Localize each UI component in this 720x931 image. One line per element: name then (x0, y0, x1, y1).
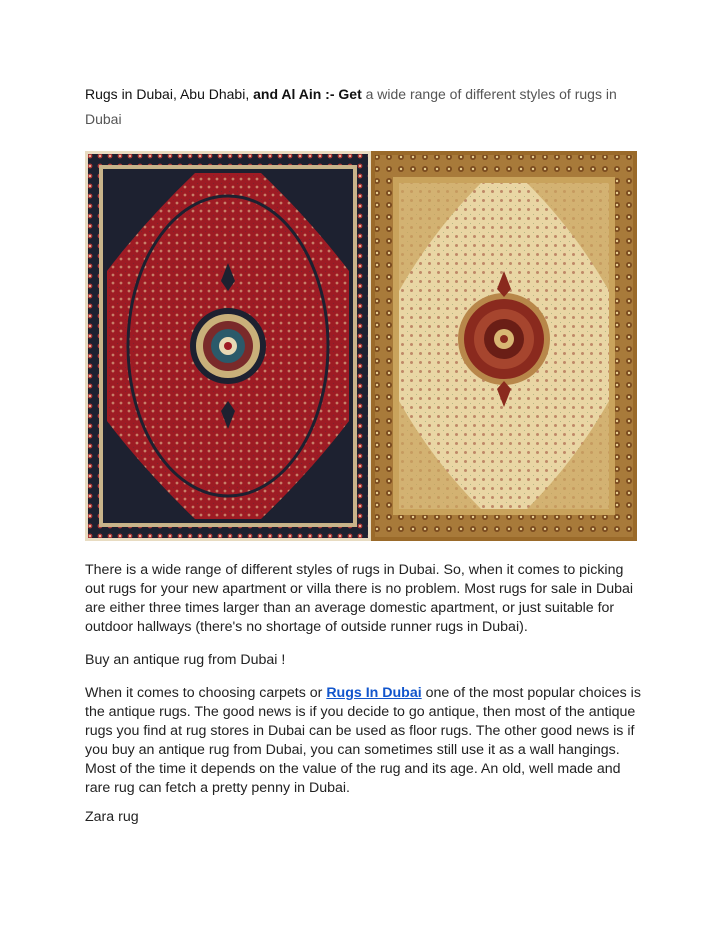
red-rug-image (85, 151, 371, 541)
intro-part4: Dubai (85, 111, 122, 127)
paragraph-3-after-link: one of the most popular choices is the antique rugs. The good news is if you decide to go antique, then most of the antique rugs you find at rug stores in Dubai can be used as floor rugs. The other good news is if you buy an antique rug from Dubai, you can sometimes still use it as a wall hangings. Most of the time it depends on the value of the rug and its age. An old, well made and rare rug can fetch a pretty penny in Dubai. (85, 685, 641, 796)
paragraph-2: Buy an antique rug from Dubai ! (85, 652, 286, 668)
intro-heading (85, 82, 645, 132)
paragraph-1: There is a wide range of different styles of rugs in Dubai. So, when it comes to picking out rugs for your new apartment or villa there is no problem. Most rugs for sale in Dubai are either three times larger than an average domestic apartment, or just suitable for outdoor hallways (there's no shortage of outside runner rugs in Dubai). (85, 562, 634, 635)
rugs-in-dubai-link[interactable]: Rugs In Dubai (326, 685, 422, 701)
paragraph-3-before-link: When it comes to choosing carpets or (85, 685, 327, 701)
intro-part3: a wide range of different styles of rugs in (365, 86, 617, 102)
intro-part1: Rugs in Dubai, Abu Dhabi, (85, 86, 250, 102)
intro-part2: and Al Ain :- Get (253, 86, 362, 102)
paragraph-4: Zara rug (85, 809, 139, 825)
paragraph-3 (85, 684, 645, 798)
cream-rug-image (371, 151, 637, 541)
rugs-image (85, 151, 637, 541)
